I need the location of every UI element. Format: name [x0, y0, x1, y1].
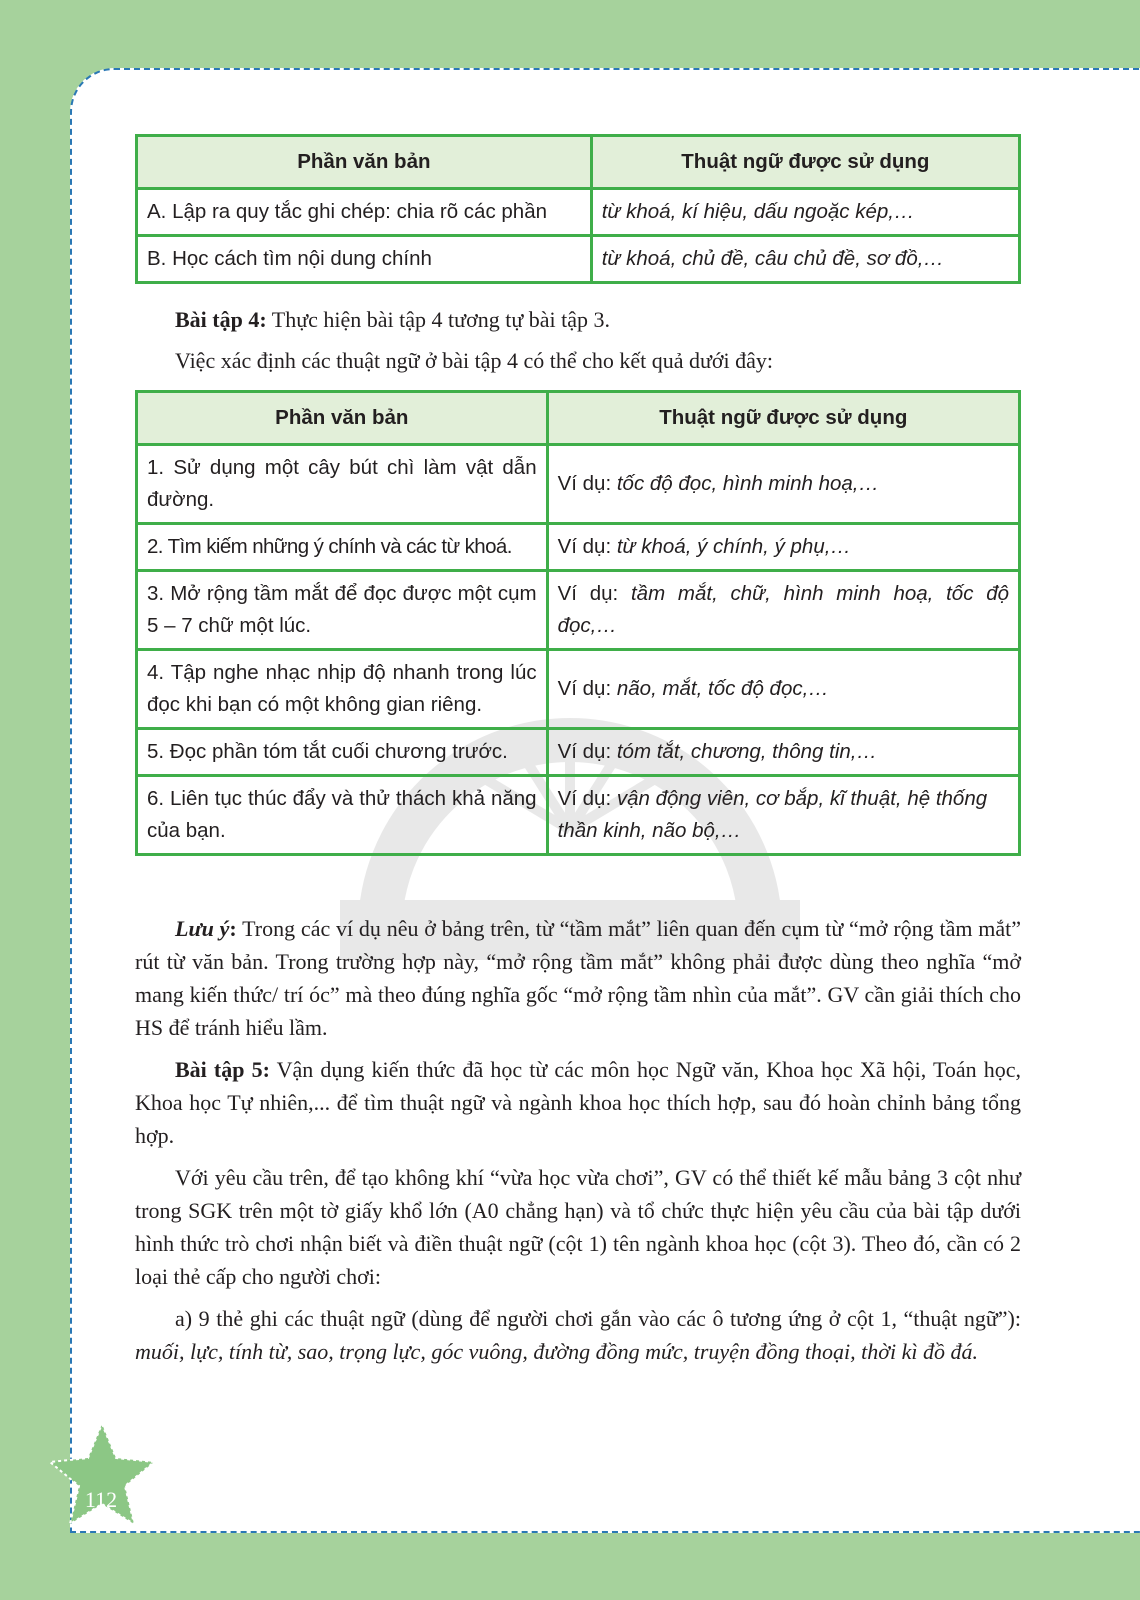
table-row [137, 236, 1020, 283]
terms-cell [547, 650, 1019, 729]
exercise-4-intro: Việc xác định các thuật ngữ ở bài tập 4 có thể cho kết quả dưới đây: [175, 348, 774, 373]
terms-cell [547, 571, 1019, 650]
terms-cell [547, 445, 1019, 524]
terms-text: tốc độ đọc, hình minh hoạ,… [616, 472, 879, 495]
part-cell: 6. Liên tục thúc đẩy và thử thách khả năng của bạn. [137, 776, 548, 855]
part-cell: 5. Đọc phần tóm tắt cuối chương trước. [137, 729, 548, 776]
note-colon: : [229, 916, 237, 941]
part-cell: 2. Tìm kiếm những ý chính và các từ khoá. [137, 524, 548, 571]
part-cell: A. Lập ra quy tắc ghi chép: chia rõ các phần [137, 189, 592, 236]
terms-cell [547, 729, 1019, 776]
terms-cell [547, 776, 1019, 855]
table1-header-part: Phần văn bản [137, 136, 592, 189]
game-paragraph: Với yêu cầu trên, để tạo không khí “vừa học vừa chơi”, GV có thể thiết kế mẫu bảng 3 cột như trong SGK trên một tờ giấy khổ lớn (A0 chẳng hạn) và tổ chức thực hiện yêu cầu của bài tập dưới hình thức trò chơi nhận biết và điền thuật ngữ (cột 1) tên ngành khoa học (cột 3). Theo đó, cần có 2 loại thẻ cấp cho người chơi: [135, 1165, 1021, 1289]
exercise-5-label: Bài tập 5: [175, 1057, 270, 1082]
cards-terms: muối, lực, tính từ, sao, trọng lực, góc vuông, đường đồng mức, truyện đồng thoại, thời kì đồ đá. [135, 1339, 979, 1364]
exercise-4-text: Thực hiện bài tập 4 tương tự bài tập 3. [266, 307, 611, 332]
table-row [137, 571, 1020, 650]
example-label: Ví dụ: [557, 677, 612, 700]
note-paragraph [135, 912, 1021, 1044]
note-text: Trong các ví dụ nêu ở bảng trên, từ “tầm mắt” liên quan đến cụm từ “mở rộng tầm mắt” rút từ văn bản. Trong trường hợp này, “mở rộng tầm mắt” không phải được dùng theo nghĩa “mở mang kiến thức/ trí óc” mà theo đúng nghĩa gốc “mở rộng tầm nhìn của mắt”. GV cần giải thích cho HS để tránh hiểu lầm. [135, 916, 1022, 1040]
example-label: Ví dụ: [557, 535, 612, 558]
exercise-4-label: Bài tập 4: [175, 307, 267, 332]
part-cell: 4. Tập nghe nhạc nhịp độ nhanh trong lúc đọc khi bạn có một không gian riêng. [137, 650, 548, 729]
table2-header-part: Phần văn bản [137, 392, 548, 445]
terms-text: tóm tắt, chương, thông tin,… [616, 740, 877, 763]
terms-text: vận động viên, cơ bắp, kĩ thuật, hệ thống thần kinh, não bộ,… [557, 787, 988, 842]
table2-header-terms: Thuật ngữ được sử dụng [547, 392, 1019, 445]
example-label: Ví dụ: [557, 740, 612, 763]
terms-cell [547, 524, 1019, 571]
terms-cell: từ khoá, kí hiệu, dấu ngoặc kép,… [591, 189, 1019, 236]
terms-text: tầm mắt, chữ, hình minh hoạ, tốc độ đọc,… [557, 582, 1010, 637]
example-label: Ví dụ: [557, 472, 612, 495]
page-number: 112 [84, 1487, 118, 1512]
exercise-5-paragraph [135, 1053, 1021, 1152]
star-icon [46, 1420, 158, 1532]
part-cell: 3. Mở rộng tầm mắt để đọc được một cụm 5 – 7 chữ một lúc. [137, 571, 548, 650]
terms-cell: từ khoá, chủ đề, câu chủ đề, sơ đồ,… [591, 236, 1019, 283]
table-row [137, 524, 1020, 571]
part-cell: B. Học cách tìm nội dung chính [137, 236, 592, 283]
cards-text: a) 9 thẻ ghi các thuật ngữ (dùng để người chơi gắn vào các ô tương ứng ở cột 1, “thuật ngữ”): [175, 1306, 1021, 1331]
example-label: Ví dụ: [557, 787, 612, 810]
table-row [137, 445, 1020, 524]
table-row [137, 776, 1020, 855]
table-row [137, 650, 1020, 729]
table1-header-terms: Thuật ngữ được sử dụng [591, 136, 1019, 189]
terms-text: não, mắt, tốc độ đọc,… [616, 677, 829, 700]
example-label: Ví dụ: [557, 582, 619, 605]
terms-table-2 [135, 390, 1021, 856]
exercise-4-line [135, 303, 1021, 336]
table-row [137, 189, 1020, 236]
cards-paragraph [135, 1302, 1021, 1368]
exercise-5-text: Vận dụng kiến thức đã học từ các môn học Ngữ văn, Khoa học Xã hội, Toán học, Khoa học Tự nhiên,... để tìm thuật ngữ và ngành khoa học thích hợp, sau đó hoàn chỉnh bảng tổng hợp. [135, 1057, 1021, 1148]
note-label: Lưu ý [175, 916, 230, 941]
table-row [137, 729, 1020, 776]
terms-text: từ khoá, ý chính, ý phụ,… [616, 535, 851, 558]
part-cell: 1. Sử dụng một cây bút chì làm vật dẫn đường. [137, 445, 548, 524]
terms-table-1 [135, 134, 1021, 284]
